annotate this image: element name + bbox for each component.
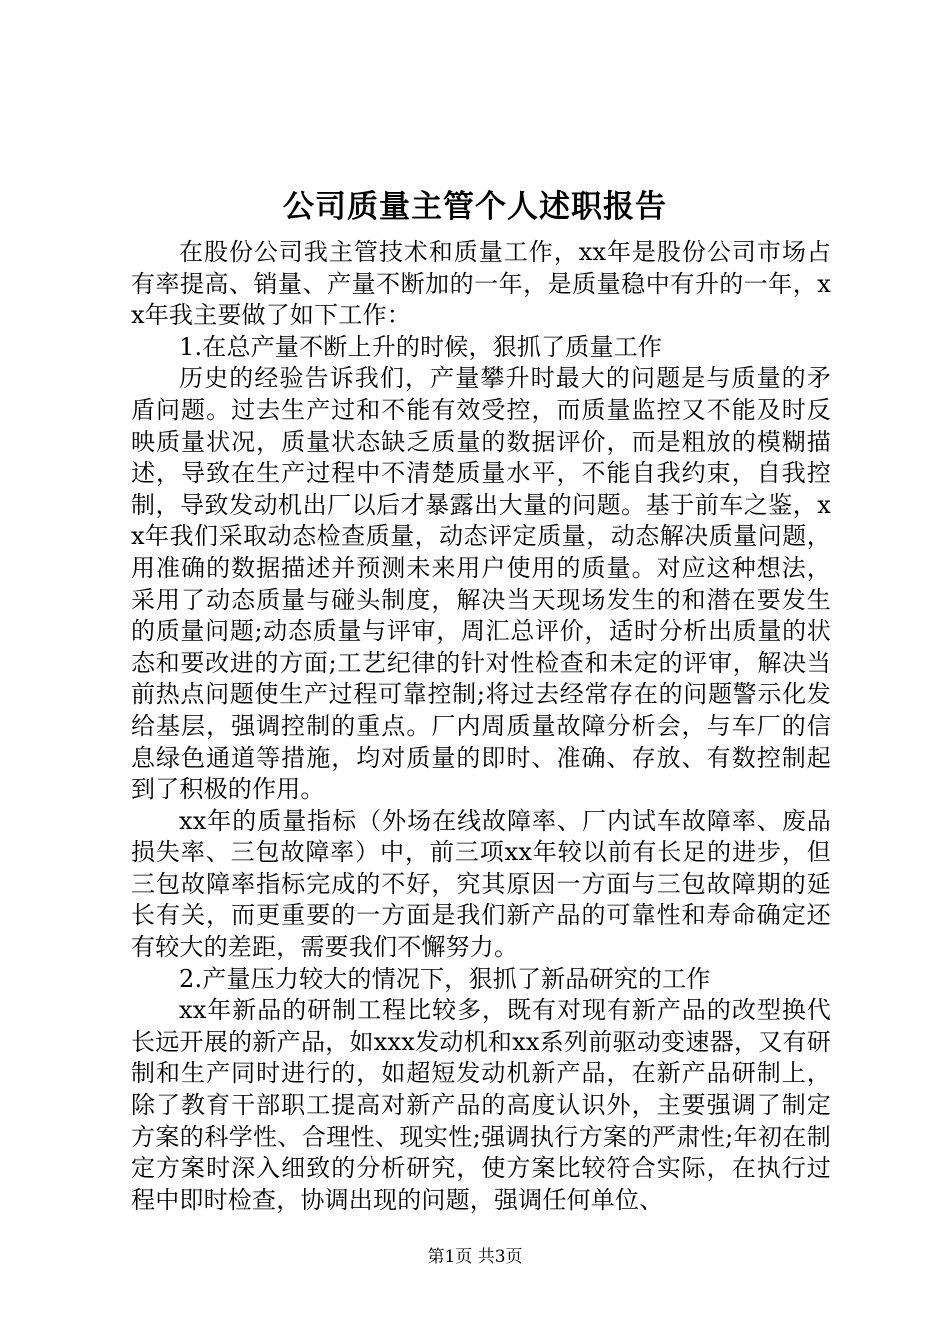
paragraph-quality-history: 历史的经验告诉我们，产量攀升时最大的问题是与质量的矛盾问题。过去生产过和不能有效受控，而质量监控又不能及时反映质量状况，质量状态缺乏质量的数据评价，而是粗放的模糊描述，导致在生产过程中不清楚质量水平，不能自我约束，自我控制，导致发动机出厂以后才暴露出大量的问题。基于前车之鉴，xx年我们采取动态检查质量，动态评定质量，动态解决质量问题，用准确的数据描述并预测未来用户使用的质量。对应这种想法，采用了动态质量与碰头制度，解决当天现场发生的和潜在要发生的质量问题;动态质量与评审，周汇总评价，适时分析出质量的状态和要改进的方面;工艺纪律的针对性检查和未定的评审，解决当前热点问题使生产过程可靠控制;将过去经常存在的问题警示化发给基层，强调控制的重点。厂内周质量故障分析会，与车厂的信息绿色通道等措施，均对质量的即时、准确、存放、有数控制起到了积极的作用。 — [131, 364, 831, 804]
paragraph-intro: 在股份公司我主管技术和质量工作，xx年是股份公司市场占有率提高、销量、产量不断加的一年，是质量稳中有升的一年，xx年我主要做了如下工作： — [131, 238, 831, 330]
page-number-footer: 第1页 共3页 — [427, 1247, 523, 1267]
paragraph-quality-indicators: xx年的质量指标（外场在线故障率、厂内试车故障率、废品损失率、三包故障率）中，前三项xx年较以前有长足的进步，但三包故障率指标完成的不好，究其原因一方面与三包故障期的延长有关，而更重要的一方面是我们新产品的可靠性和寿命确定还有较大的差距，需要我们不懈努力。 — [131, 806, 831, 962]
document-body — [131, 237, 831, 1216]
paragraph-new-products: xx年新品的研制工程比较多，既有对现有新产品的改型换代长远开展的新产品，如xxx发动机和xx系列前驱动变速器，又有研制和生产同时进行的，如超短发动机新产品，在新产品研制上，除了教育干部职工提高对新产品的高度认识外，主要强调了制定方案的科学性、合理性、现实性;强调执行方案的严肃性;年初在制定方案时深入细致的分析研究，使方案比较符合实际，在执行过程中即时检查，协调出现的问题，强调任何单位、 — [131, 996, 831, 1214]
section-heading-2: 2.产量压力较大的情况下，狠抓了新品研究的工作 — [179, 964, 711, 993]
section-heading-1: 1.在总产量不断上升的时候，狠抓了质量工作 — [179, 332, 663, 361]
document-title: 公司质量主管个人述职报告 — [283, 189, 667, 225]
